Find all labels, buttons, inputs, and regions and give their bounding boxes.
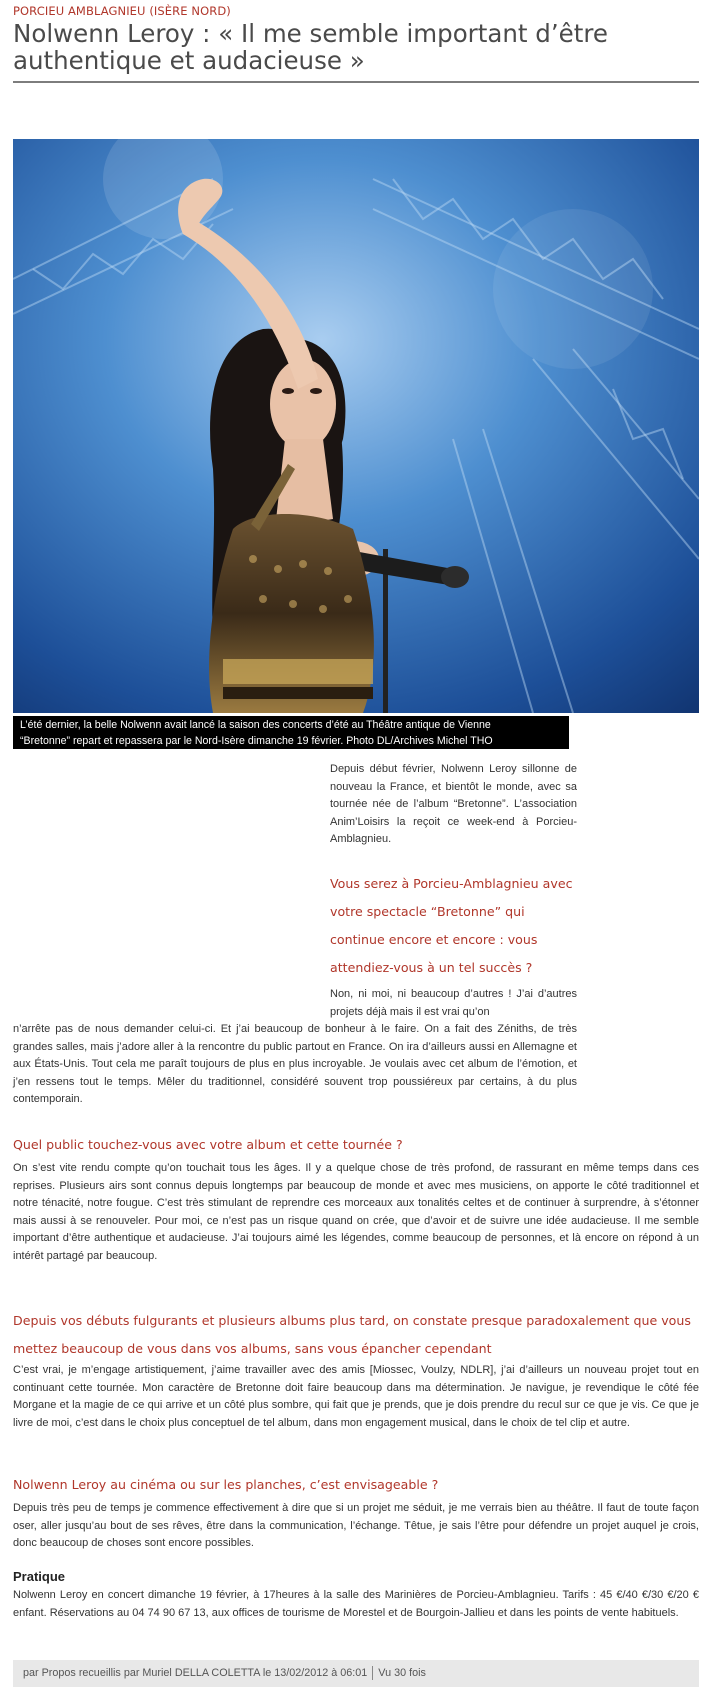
- caption-line-2: “Bretonne” repart et repassera par le Nord-Isère dimanche 19 février. Photo DL/Archives Michel THO: [20, 735, 493, 747]
- practical-info-title: Pratique: [13, 1569, 66, 1584]
- article-intro: Depuis début février, Nolwenn Leroy sillonne de nouveau la France, et bientôt le monde, avec sa tournée née de l’album “Bretonne”. L’association Anim’Loisirs la reçoit ce week-end à Porcieu-Amblagnieu.: [330, 763, 577, 846]
- question-3: Depuis vos débuts fulgurants et plusieurs albums plus tard, on constate presque paradoxalement que vous mettez beaucoup de vous dans vos albums, sans vous épancher cependant: [13, 1313, 691, 1356]
- article-kicker[interactable]: PORCIEU AMBLAGNIEU (ISÈRE NORD): [13, 4, 231, 18]
- answer-4: Depuis très peu de temps je commence effectivement à dire que si un projet me séduit, je me verrais bien au théâtre. Il faut de toute façon oser, aller jusqu’au bout de ses rêves, être dans la communication, l’échange. Têtue, je sais l’être pour défendre un projet auquel je crois, donc beaucoup de choses sont encore possibles.: [13, 1502, 699, 1550]
- view-count: Vu 30 fois: [378, 1667, 426, 1679]
- caption-line-1: L’été dernier, la belle Nolwenn avait lancé la saison des concerts d’été au Théâtre antique de Vienne: [20, 719, 491, 731]
- question-1: Vous serez à Porcieu-Amblagnieu avec votre spectacle “Bretonne” qui continue encore et encore : vous attendiez-vous à un tel succès ?: [330, 876, 573, 975]
- concert-photo-illustration: [13, 139, 699, 713]
- footer-divider: [372, 1666, 373, 1680]
- answer-1-part-1: Non, ni moi, ni beaucoup d’autres ! J’ai d’autres projets déjà mais il est vrai qu’on: [330, 988, 577, 1018]
- answer-1-part-2: n’arrête pas de nous demander celui-ci. Et j’ai beaucoup de bonheur à le faire. On a fait des Zéniths, de très grandes salles, mais j’adore aller à la rencontre du public partout en France. On ira d’ailleurs aussi en Allemagne et aux États-Unis. Tout cela me paraît toujours de plus en plus incroyable. Je voulais avec cet album de l’émotion, et j’en ressens tout le temps. Mêler du traditionnel, considéré souvent trop poussiéreux par certains, à du plus contemporain.: [13, 1023, 577, 1106]
- photo-caption: [13, 716, 569, 749]
- question-2: Quel public touchez-vous avec votre album et cette tournée ?: [13, 1137, 403, 1152]
- answer-2: On s’est vite rendu compte qu’on touchait tous les âges. Il y a quelque chose de très profond, de rassurant en même temps dans ces reprises. Plusieurs airs sont connus depuis longtemps par beaucoup de monde et avec mes musiciens, on apporte le côté traditionnel et notre ténacité, notre fougue. C’est très stimulant de reprendre ces morceaux aux tonalités celtes et de continuer à surprendre, à s’étonner mais aussi à se renouveler. Pour moi, ce n’est pas un risque quand on crée, que d’avoir et de suivre une idée audacieuse. Il me semble important d’être authentique et audacieuse. J’ai toujours aimé les légendes, comme beaucoup de personnes, et là encore on répond à un intérêt partagé par beaucoup.: [13, 1162, 699, 1262]
- article-title: Nolwenn Leroy : « Il me semble important d’être authentique et audacieuse »: [13, 19, 608, 75]
- article-footer: [13, 1660, 699, 1687]
- byline: par Propos recueillis par Muriel DELLA COLETTA le 13/02/2012 à 06:01: [23, 1667, 368, 1679]
- practical-info-text: Nolwenn Leroy en concert dimanche 19 février, à 17heures à la salle des Marinières de Porcieu-Amblagnieu. Tarifs : 45 €/40 €/30 €/20 € enfant. Réservations au 04 74 90 67 13, aux offices de tourisme de Morestel et de Bourgoin-Jallieu et dans les points de vente habituels.: [13, 1589, 699, 1619]
- answer-3: C’est vrai, je m’engage artistiquement, j’aime travailler avec des amis [Miossec, Voulzy, NDLR], j’ai d’ailleurs un nouveau projet tout en continuant cette tournée. Mon caractère de Bretonne doit faire beaucoup dans ma détermination. Je navigue, je revendique le côté fée Morgane et la magie de ce qui arrive et un côté plus sombre, qui fait que je prends, que je dois prendre du recul sur ce que je vis. Ce que je livre de moi, c’est dans le choix plus conceptuel de tel album, dans mon engagement musical, dans le choix de tel clip et autre.: [13, 1364, 699, 1429]
- article-photo[interactable]: [13, 139, 699, 713]
- title-divider: [13, 81, 699, 83]
- question-4: Nolwenn Leroy au cinéma ou sur les planches, c’est envisageable ?: [13, 1477, 439, 1492]
